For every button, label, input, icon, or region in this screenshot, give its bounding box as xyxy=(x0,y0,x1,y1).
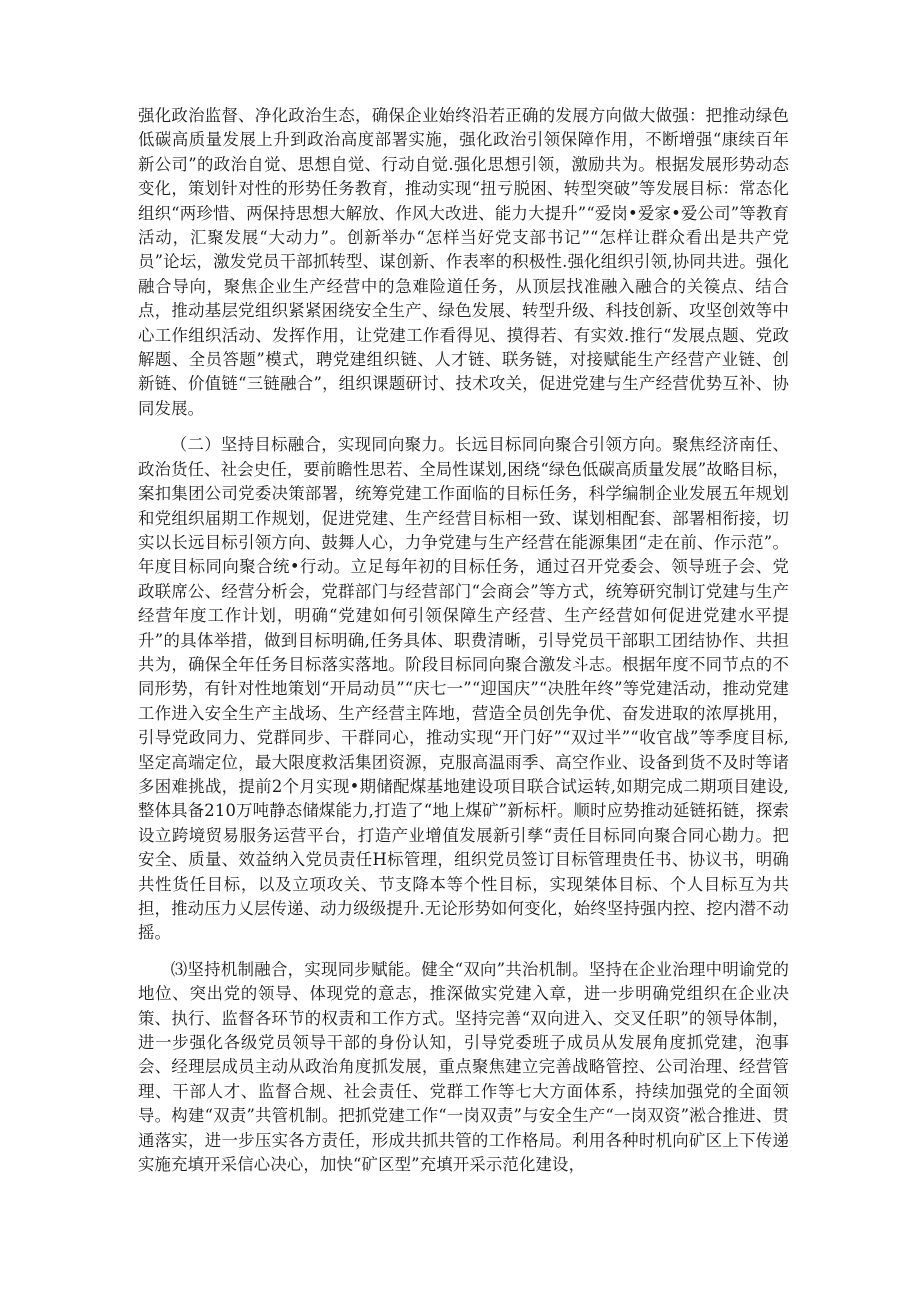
document-body xyxy=(138,104,789,1177)
paragraph-mechanism-integration: ⑶坚持机制融合，实现同步赋能。健全“双向”共治机制。坚持在企业治理中明谕党的地位、突出党的领导、体现党的意志，推深做实党建入章，进一步明确党组织在企业决策、执行、监督各环节的权责和工作方式。坚持完善“双向进入、交叉任职”的领导体制，进一步强化各级党员领导干部的身份认知，引导党委班子成员从发展角度抓党建，泡事会、经理层成员主动从政治角度抓发展，重点聚焦建立完善战略管控、公司治理、经营管理、干部人才、监督合规、社会责任、党群工作等七大方面体系，持续加强党的全面领导。构建“双责”共管机制。把抓党建工作“一岗双责”与安全生产“一岗双资”淞合推进、贯通落实，进一步压实各方责任，形成共抓共管的工作格局。利用各种时机向矿区上下传递实施充填开采信心决心，加快“矿区型”充填开采示范化建设， xyxy=(138,959,789,1175)
paragraph-goal-integration: （二）坚持目标融合，实现同向聚力。长远目标同向聚合引领方向。聚焦经济南任、政治货任、社会史任，要前瞻性思若、全局性谋划,困绕“绿色低碳高质量发展”故略目标，案扣集团公司党委决策部署，统筹党建工作面临的目标任务，科学编制企业发展五年规划和党组织届期工作规划，促进党建、生产经营目标相一致、谋划相配套、部署相衔接，切实以长远目标引领方向、鼓舞人心，力争党建与生产经营在能源集团“走在前、作示范”。年度目标同向聚合统•行动。立足每年初的目标任务，通过召开党委会、领导班子会、党政联席公、经营分析会，党群部门与经营部门“会商会”等方式，统筹研究制订党建与生产经营年度工作计划，明确“党建如何引领保障生产经营、生产经营如何促进党建水平提升”的具体举措，做到目标明确,任务具体、职费清晰，引导党员干部职工团结协作、共担共为，确保全年任务目标落实落地。阶段目标同向聚合激发斗志。根据年度不同节点的不同形势，有针对性地策划“开局动员”“庆七一”“迎国庆”“决胜年终”等党建活动，推动党建工作进入安全生产主战场、生产经营主阵地，营造全员创先争优、奋发进取的浓厚挑用，引导党政同力、党群同步、干群同心，推动实现“开门好”“双过半”“收官战”等季度目标,坚定高端定位，最大限度救活集团资源，克服高温雨季、高空作业、设备到货不及时等诸多困难挑战，提前2个月实现•期储配煤基地建设项目联合试运转,如期完成二期项目建设,整体具备210万吨静态储煤能力,打造了“地上煤矿”新标杆。顺时应势推动延链拓链，探索设立跨境贸易服务运营平台，打造产业增值发展新引孳“责任目标同向聚合同心勘力。把安全、质量、效益纳入党员责任H标管理，组织党员签订目标管理贵任书、协议书，明确共性货任目标，以及立项攻关、节支降本等个性目标，实现桀体目标、个人目标互为共担，推动压力乂层传递、动力级级提升.无论形势如何变化，始终坚持强内控、挖内潜不动摇。 xyxy=(138,435,789,943)
paragraph-political-leadership: 强化政治监督、净化政治生态，确保企业始终沿若正确的发展方向做大做强：把推动绿色低碳高质量发展上升到政治高度部署实施，强化政治引领保障作用，不断增强“康续百年新公司”的政治自觉、思想自觉、行动自觉.强化思想引领，激励共为。根据发展形势动态变化，策划针对性的形势任务教育，推动实现“扭亏脱困、转型突破”等发展目标：常态化组织“两珍惜、两保持思想大解放、作风大改进、能力大提升”“爱岗•爱家•爱公司”等教育活动，汇聚发展“大动力”。创新举办“怎样当好党支部书记”“怎样让群众看出是共产党员”论坛，激发党员干部抓转型、谋创新、作表率的积极性.强化组织引领,协同共进。强化融合导向，聚焦企业生产经营中的急难险道任务，从顶层找准融入融合的关篌点、结合点，推动基层党组织紧紧困绕安全生产、绿色发展、转型升级、科技创新、攻坚创效等中心工作组织活动、发挥作用，让党建工作看得见、摸得若、有实效.推行“发展点题、党政解题、全员答题”模式，聘党建组织链、人才链、联务链，对接赋能生产经营产业链、创新链、价值链“三链融合”，组织课题研讨、技术攻关，促进党建与生产经营优势互补、协同发展。 xyxy=(138,106,789,418)
